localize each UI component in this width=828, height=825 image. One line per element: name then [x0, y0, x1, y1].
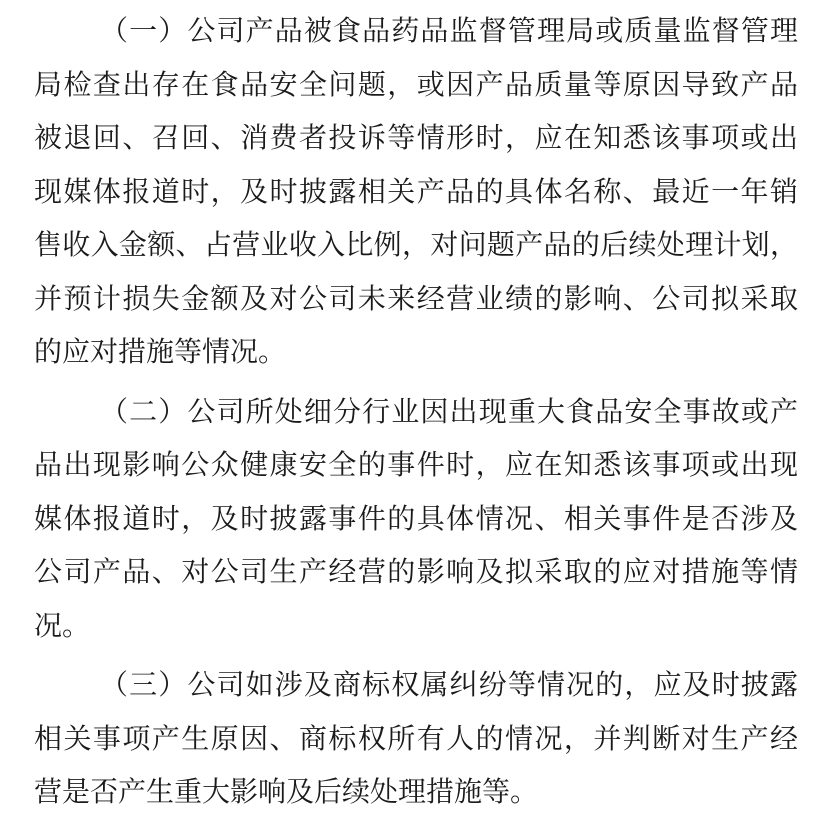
- text-line: 并预计损失金额及对公司未来经营业绩的影响、公司拟采取: [34, 281, 798, 315]
- paragraph-2: [34, 385, 798, 653]
- text-line: 媒体报道时，及时披露事件的具体情况、相关事件是否涉及: [34, 501, 798, 535]
- text-line: 品出现影响公众健康安全的事件时，应在知悉该事项或出现: [34, 448, 798, 481]
- text-line: 售收入金额、占营业收入比例，对问题产品的后续处理计划，: [34, 228, 798, 261]
- text-line: 局检查出存在食品安全问题，或因产品质量等原因导致产品: [34, 67, 798, 101]
- paragraph-1: [34, 4, 798, 379]
- paragraph-3: [34, 658, 798, 819]
- text-line: 的应对措施等情况。: [34, 335, 287, 368]
- text-line: （三）公司如涉及商标权属纠纷等情况的，应及时披露: [100, 668, 798, 701]
- text-line: 被退回、召回、消费者投诉等情形时，应在知悉该事项或出: [34, 121, 798, 154]
- text-line: 营是否产生重大影响及后续处理措施等。: [34, 775, 539, 808]
- text-line: 况。: [34, 608, 91, 642]
- text-line: 公司产品、对公司生产经营的影响及拟采取的应对措施等情: [34, 555, 798, 588]
- text-line: （二）公司所处细分行业因出现重大食品安全事故或产: [100, 394, 798, 428]
- text-line: （一）公司产品被食品药品监督管理局或质量监督管理: [100, 14, 798, 47]
- text-line: 现媒体报道时，及时披露相关产品的具体名称、最近一年销: [34, 174, 798, 208]
- text-line: 相关事项产生原因、商标权所有人的情况，并判断对生产经: [34, 721, 798, 755]
- document-body: [34, 4, 798, 825]
